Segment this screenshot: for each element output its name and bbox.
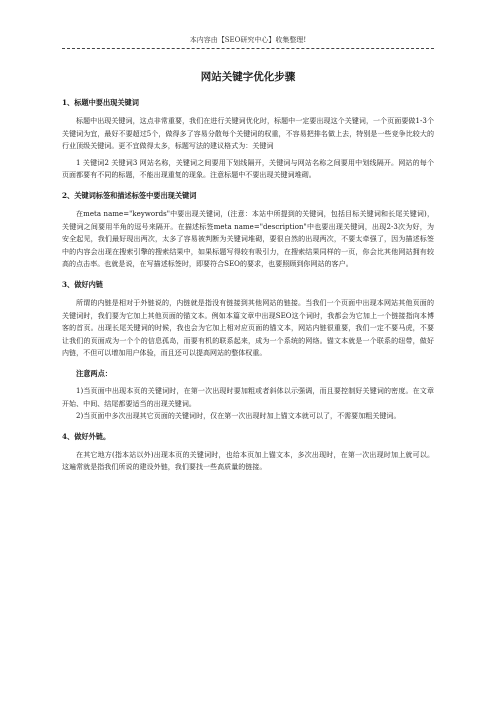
notes-item: 2)当页面中多次出现其它页面的关键词时，仅在第一次出现时加上锚文本就可以了，不需要加粗关键词。 (76, 412, 401, 421)
document-page (62, 0, 434, 474)
header-divider (62, 48, 434, 49)
section-1-heading: 1、标题中要出现关键词 (62, 98, 139, 107)
notes-heading: 注意两点： (76, 368, 112, 378)
document-title: 网站关键字优化步骤 (200, 71, 296, 83)
section-4-heading: 4、做好外链。 (62, 431, 111, 441)
section-1-paragraph: 标题中出现关键词，这点非常重要，我们在进行关键词优化时，标题中一定要出现这个关键词，一个页面要做1-3个关键词为宜，最好不要超过5个，做得多了容易分散每个关键词的权重，不容易把排名做上去，特别是一些竞争比较大的行业顶级关键词。更不宜做得太多，标题写法的建议格式为：关键词 (62, 117, 434, 151)
section-3-paragraph: 所谓的内链是相对于外链说的，内链就是指没有链接到其他网站的链接。当我们一个页面中出现本网站其他页面的关键词时，我们要为它加上其他页面的锚文本。例如本篇文章中出现SEO这个词时，我都会为它加上一个链接指向本博客的首页。出现长尾关键词的时候，我也会为它加上相对应页面的锚文本，网站内链很重要，我们一定不要马虎，不要让我们的页面成为一个个的信息孤岛，而要有机的联系起来，成为一个系统的网络。锚文本就是一个联系的纽带，做好内链，不但可以增加用户体验，而且还可以提高网站的整体权重。 (62, 298, 434, 358)
section-3-heading: 3、做好内链 (62, 279, 103, 289)
section-4-paragraph: 在其它地方(指本站以外)出现本页的关键词时，也给本页加上锚文本，多次出现时，在第一次出现时加上就可以。这遍常就是指我们所说的建设外链，我们要找一些高质量的链接。 (62, 450, 434, 472)
section-2-heading: 2、关键词标签和描述标签中要出现关键词 (62, 190, 197, 200)
notes-item: 1)当页面中出现本页的关键词时，在第一次出现时要加粗或者斜体以示强调，而且要控制好关键词的密度。在文章开始、中间、结尾都要适当的出现关键词。 (62, 386, 434, 408)
section-2-paragraph: 在meta name="keywords"中要出现关键词，(注意：本站中所提到的关键词，包括目标关键词和长尾关键词)，关键词之间要用半角的逗号来隔开。在描述标签meta name="description"中也要出现关键词，出现2-3次为好，为安全起见，我们最好现出两次，太多了容易被判断为关键词堆砌，要很自然的出现两次，不要太牵强了，因为描述标签中的内容会出现在搜索引擎的搜索结果中，如果标题写得较有吸引力，在搜索结果同样的一页，你会比其他网站拥有较高的点击率。也就是说，在写描述标签时，即要符合SEO的要求，也要照顾到你网站的客户。 (62, 209, 434, 269)
header-note: 本内容由【SEO研究中心】收集整理! (189, 36, 307, 44)
section-1-paragraph: 1 关键词2 关键词3 网站名称，关键词之间要用下划线隔开，关键词与网站名称之间要用中划线隔开。网站的每个页面都要有不同的标题，不能出现重复的现象。注意标题中不要出现关键词堆砌。 (62, 158, 434, 180)
